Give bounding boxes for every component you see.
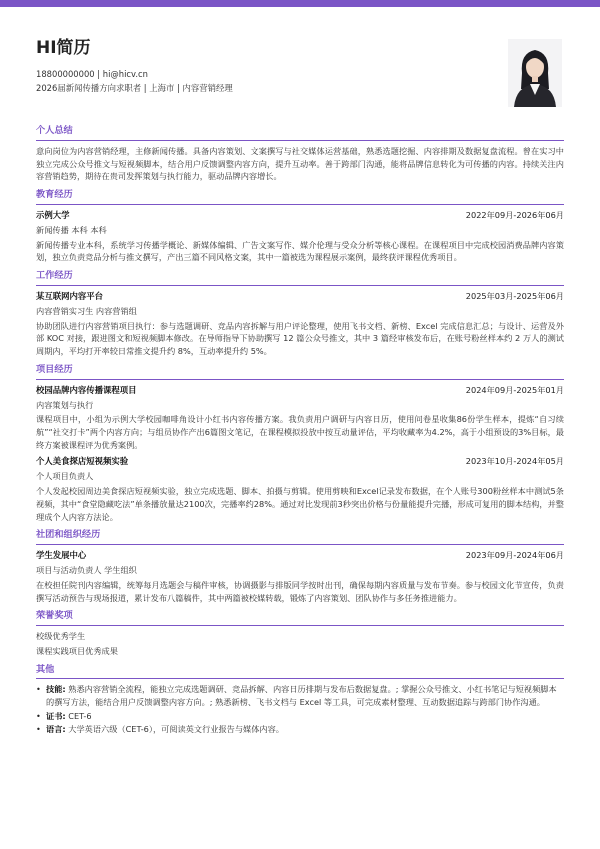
work-role: 内容营销实习生 内容营销组	[36, 305, 137, 316]
summary-section	[36, 125, 564, 183]
projects-title: 项目经历	[36, 364, 564, 380]
other-title: 其他	[36, 664, 564, 680]
project-date: 2024年09月-2025年01月	[465, 384, 564, 395]
organization-description: 在校担任院刊内容编辑，统筹每月选题会与稿件审核，协调摄影与排版同学按时出刊，确保每期内容质量与发布节奏。参与校园文化节宣传，负责撰写活动预告与现场报道，累计发布八篇稿件，其中两篇被校媒转载，锻炼了内容策划、团队协作与多任务推进能力。	[36, 579, 564, 603]
project-name: 个人美食探店短视频实验	[36, 456, 129, 467]
summary-text: 意向岗位为内容营销经理，主修新闻传播。具备内容策划、文案撰写与社交媒体运营基础，熟悉选题挖掘、内容排期及数据复盘流程。曾在实习中独立完成公众号推文与短视频脚本，结合用户反馈调整内容方向，提升互动率。善于跨部门沟通，能将品牌信息转化为可传播的内容。持续关注内容营销趋势，期待在贵司发挥策划与执行能力，驱动品牌内容增长。	[36, 145, 564, 182]
work-description: 协助团队进行内容营销项目执行：参与选题调研、竞品内容拆解与用户评论整理，使用飞书文档、新榜、Excel 完成信息汇总；与设计、运营及外部 KOC 对接，跟进图文和短视频脚本修改。在导师指导下协助撰写 12 篇公众号推文，其中 3 篇经审核发布后，在账号粉丝样本约 2 万人的测试周期内，平均打开率较日常推文提升约 8%，互动率提升约 5%。	[36, 320, 564, 356]
work-title: 工作经历	[36, 270, 564, 286]
job-intent: 2026届新闻传播方向求职者 | 上海市 | 内容营销经理	[36, 82, 233, 93]
education-entry	[36, 209, 564, 264]
education-major: 新闻传播 本科 本科	[36, 224, 107, 235]
work-section	[36, 270, 564, 358]
school-name: 示例大学	[36, 209, 70, 220]
company-name: 某互联网内容平台	[36, 290, 103, 301]
education-description: 新闻传播专业本科，系统学习传播学概论、新媒体编辑、广告文案写作、媒介伦理与受众分析等核心课程。在课程项目中完成校园消费品牌内容策划，独立负责竞品分析与推文撰写，产出三篇不同风格文案，其中一篇被选为课程展示案例，最终获评课程优秀项目。	[36, 239, 564, 263]
project-description: 个人发起校园周边美食探店短视频实验，独立完成选题、脚本、拍摄与剪辑。使用剪映和Excel记录发布数据，在个人账号300粉丝样本中测试5条视频，其中“食堂隐藏吃法”单条播放量达2100次，完播率约28%。通过对比发现前3秒突出价格与份量能提升完播，形成可复用的脚本结构，并整理成个人内容方法论。	[36, 486, 564, 522]
project-date: 2023年10月-2024年05月	[465, 456, 564, 467]
resume-header	[36, 0, 564, 113]
language-item	[36, 723, 564, 736]
portrait-illustration	[508, 39, 562, 107]
organization-date: 2023年09月-2024年06月	[465, 550, 564, 561]
skills-item	[36, 683, 564, 708]
work-date: 2025年03月-2025年06月	[465, 290, 564, 301]
language-label: 语言:	[46, 724, 66, 735]
certificate-text: CET-6	[65, 710, 92, 721]
education-section	[36, 189, 564, 264]
project-entry	[36, 384, 564, 452]
project-role: 内容策划与执行	[36, 399, 94, 410]
organization-title: 社团和组织经历	[36, 529, 564, 545]
education-title: 教育经历	[36, 189, 564, 205]
skills-label: 技能:	[46, 684, 66, 695]
contact-info: 18800000000 | hi@hicv.cn	[36, 69, 148, 80]
award-item: 课程实践项目优秀成果	[36, 645, 118, 656]
awards-title: 荣誉奖项	[36, 610, 564, 626]
portrait-photo	[508, 39, 562, 107]
organization-section	[36, 529, 564, 604]
award-item: 校级优秀学生	[36, 631, 86, 642]
candidate-name: HI简历	[36, 38, 91, 58]
project-entry	[36, 455, 564, 523]
skills-text: 熟悉内容营销全流程，能独立完成选题调研、竞品拆解、内容日历排期与发布后数据复盘。; 掌握公众号推文、小红书笔记与短视频脚本的撰写方法，能结合用户反馈调整内容方向。; 熟悉新榜、飞书文档与 Excel 等工具，可完成素材整理、互动数据追踪与跨部门协作沟通。	[46, 684, 557, 708]
summary-title: 个人总结	[36, 125, 564, 141]
work-entry	[36, 290, 564, 358]
project-role: 个人项目负责人	[36, 471, 94, 482]
awards-section	[36, 610, 564, 657]
organization-role: 项目与活动负责人 学生组织	[36, 565, 137, 576]
organization-name: 学生发展中心	[36, 550, 87, 561]
projects-section	[36, 364, 564, 524]
project-description: 课程项目中，小组为示例大学校园咖啡角设计小红书内容传播方案。我负责用户调研与内容日历，使用问卷星收集86份学生样本，提炼“自习续航”“社交打卡”两个内容方向；与组员协作产出6篇图文笔记，在课程模拟投放中按互动量评估，平均收藏率为4.2%，高于小组预设的3%目标，最终方案被课程评为优秀案例。	[36, 414, 564, 450]
certificate-item	[36, 710, 564, 723]
project-name: 校园品牌内容传播课程项目	[36, 384, 137, 395]
language-text: 大学英语六级（CET-6），可阅读英文行业报告与媒体内容。	[65, 724, 284, 735]
education-date: 2022年09月-2026年06月	[465, 209, 564, 220]
certificate-label: 证书:	[46, 710, 66, 721]
other-list	[36, 683, 564, 736]
other-section	[36, 664, 564, 737]
organization-entry	[36, 549, 564, 604]
